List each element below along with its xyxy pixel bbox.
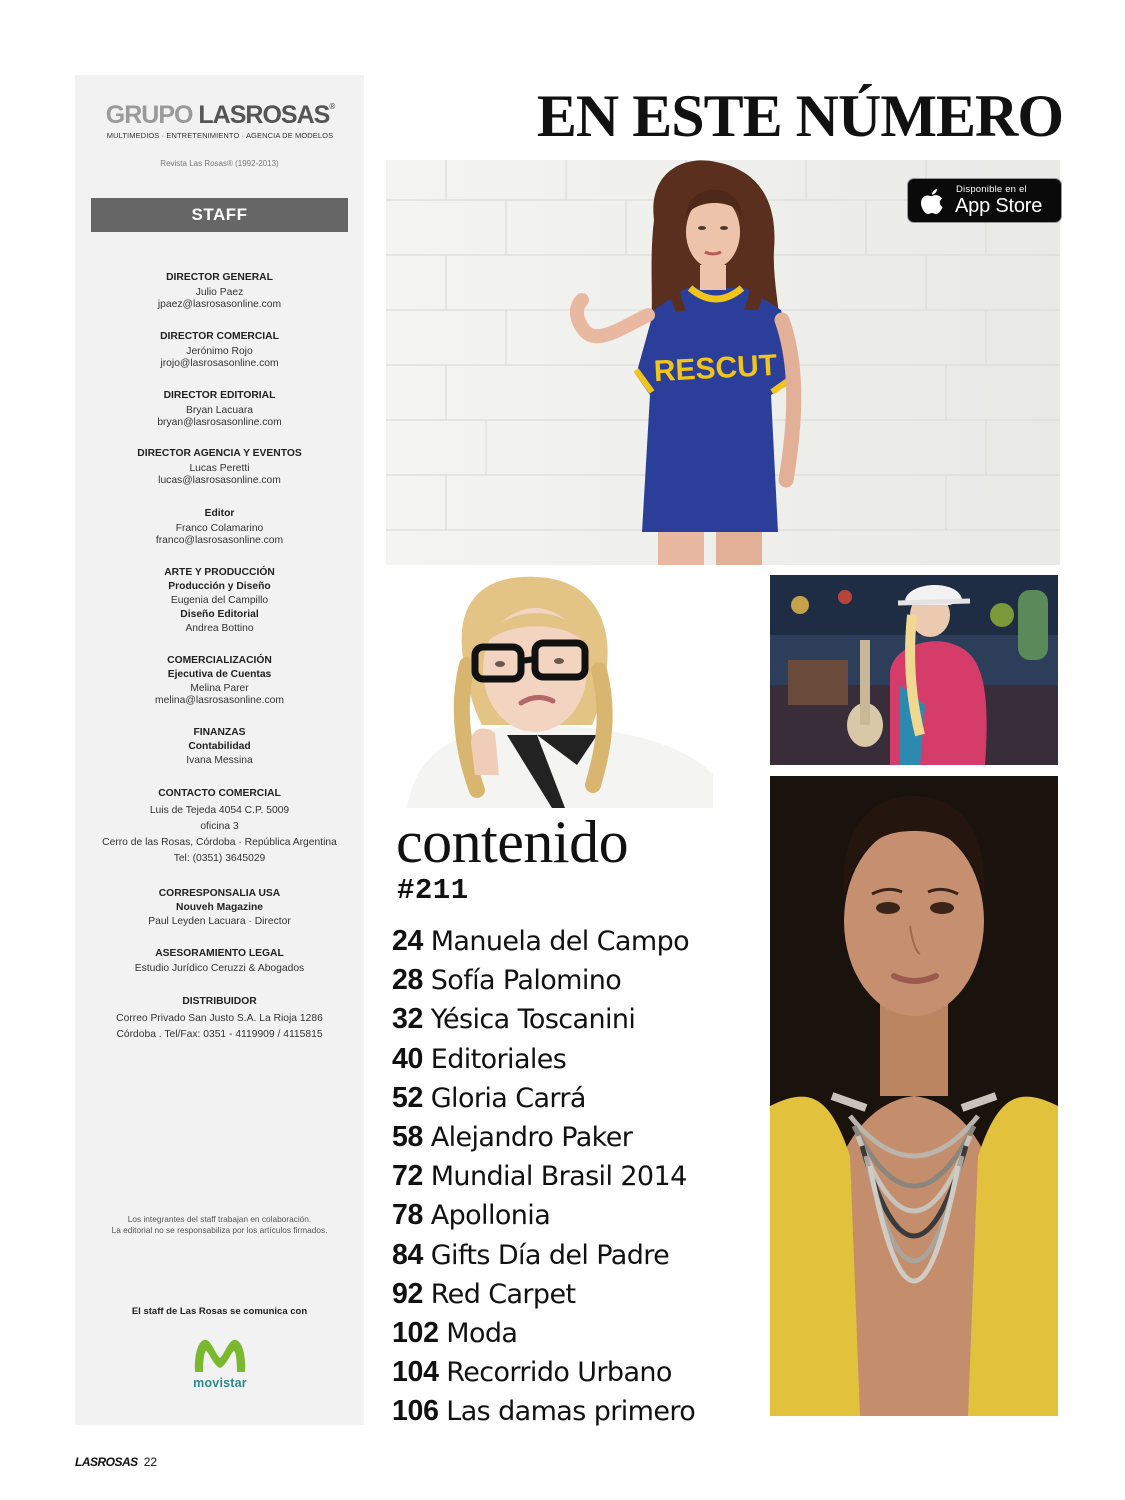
toc-title: Manuela del Campo — [430, 926, 690, 957]
credit-email[interactable]: jpaez@lasrosasonline.com — [157, 298, 282, 310]
toc-item[interactable] — [392, 1118, 695, 1157]
toc-title: Recorrido Urbano — [446, 1357, 672, 1389]
credit-subrole: Ejecutiva de Cuentas — [167, 669, 272, 680]
toc-item[interactable] — [392, 1392, 695, 1431]
credit-role: DIRECTOR COMERCIAL — [160, 331, 279, 342]
credit-line: Paul Leyden Lacuara · Director — [148, 915, 291, 927]
disclaimer-line: Los integrantes del staff trabajan en colaboración. — [127, 1214, 312, 1224]
credit-email[interactable]: franco@lasrosasonline.com — [155, 534, 284, 546]
toc-title: Alejandro Paker — [430, 1122, 633, 1154]
credit-role: CONTACTO COMERCIAL — [158, 787, 281, 799]
shirt-text: RESCUT — [653, 348, 778, 389]
revista-note: Revista Las Rosas® (1992-2013) — [160, 159, 279, 168]
credit-role: ASESORAMIENTO LEGAL — [155, 948, 284, 959]
staff-heading: STAFF — [91, 198, 348, 232]
toc-item[interactable] — [392, 1157, 695, 1196]
credit-role: FINANZAS — [193, 727, 246, 738]
credit-finanzas — [75, 726, 364, 767]
toc-item[interactable] — [392, 961, 695, 1000]
credit-director-agencia — [75, 447, 364, 486]
credit-role: ARTE Y PRODUCCIÓN — [164, 567, 275, 578]
credit-subrole: Diseño Editorial — [180, 608, 259, 620]
credit-subrole: Nouveh Magazine — [176, 901, 263, 913]
staff-credits — [75, 271, 364, 1063]
credit-role: DIRECTOR GENERAL — [166, 272, 273, 283]
credit-line: Lucas Peretti — [189, 463, 250, 474]
credit-line: Cerro de las Rosas, Córdoba · República Argentina — [102, 836, 337, 848]
toc-title: Sofía Palomino — [430, 965, 622, 997]
toc-page-number: 104 — [392, 1356, 439, 1389]
credit-role: Editor — [204, 508, 235, 519]
toc-page-number: 52 — [392, 1081, 424, 1114]
page-folio — [75, 1455, 157, 1469]
toc-title: Gifts Día del Padre — [430, 1239, 670, 1271]
grupo-lasrosas-logo — [89, 103, 351, 140]
toc-page-number: 106 — [392, 1395, 439, 1428]
toc-page-number: 102 — [392, 1317, 439, 1350]
credit-line: oficina 3 — [200, 820, 239, 832]
credit-director-editorial — [75, 389, 364, 428]
apple-icon — [917, 184, 947, 216]
movistar-m-icon — [185, 1332, 255, 1378]
credit-subrole: Producción y Diseño — [168, 581, 271, 592]
credit-line: Córdoba . Tel/Fax: 0351 - 4119909 / 4115815 — [116, 1028, 323, 1040]
logo-tagline: MULTIMEDIOS · ENTRETENIMIENTO · AGENCIA DE MODELOS — [106, 131, 334, 140]
logo-registered-mark: ® — [329, 102, 335, 111]
credit-subrole: Contabilidad — [188, 741, 251, 752]
credit-director-comercial — [75, 330, 364, 369]
portrait-model-photo — [770, 776, 1058, 1416]
credit-email[interactable]: lucas@lasrosasonline.com — [158, 474, 281, 486]
hat-model-photo — [770, 575, 1058, 765]
disclaimer-line: La editorial no se responsabiliza por los artículos firmados. — [111, 1225, 328, 1235]
toc-page-number: 28 — [392, 964, 424, 997]
credit-role: DIRECTOR AGENCIA Y EVENTOS — [137, 448, 302, 459]
toc-page-number: 24 — [392, 925, 424, 957]
app-store-small-label: Disponible en el — [956, 184, 1027, 195]
toc-item[interactable] — [392, 1236, 695, 1275]
staff-disclaimer — [75, 1214, 364, 1236]
credit-director-general — [75, 271, 364, 310]
toc-page-number: 72 — [392, 1160, 424, 1193]
credit-comercializacion — [75, 654, 364, 706]
movistar-wordmark: movistar — [193, 1376, 247, 1390]
toc-item[interactable] — [392, 1040, 695, 1079]
folio-page-number: 22 — [143, 1455, 158, 1469]
credit-line: Franco Colamarino — [175, 523, 264, 534]
toc-item[interactable] — [392, 1275, 695, 1314]
toc-title: Editoriales — [430, 1043, 567, 1075]
credit-editor — [75, 507, 364, 546]
toc-item[interactable] — [392, 1196, 695, 1235]
toc-title: Apollonia — [430, 1200, 551, 1232]
toc-page-number: 58 — [392, 1121, 424, 1154]
credit-line: Ivana Messina — [186, 755, 253, 766]
credit-role: DIRECTOR EDITORIAL — [163, 390, 276, 401]
movistar-logo — [185, 1332, 255, 1392]
credit-role: DISTRIBUIDOR — [182, 995, 257, 1007]
credit-contacto-comercial — [75, 787, 364, 867]
comunica-text: El staff de Las Rosas se comunica con — [131, 1306, 308, 1317]
toc-item[interactable] — [392, 1079, 695, 1118]
app-store-badge[interactable] — [907, 178, 1062, 223]
credit-corresponsalia-usa — [75, 887, 364, 928]
glasses-model-photo — [387, 575, 713, 808]
credit-phone: Tel: (0351) 3645029 — [173, 852, 266, 864]
toc-item[interactable] — [392, 922, 695, 961]
credit-line: Andrea Bottino — [185, 622, 254, 634]
credit-line: Luis de Tejeda 4054 C.P. 5009 — [149, 804, 290, 816]
folio-brand: LASROSAS — [75, 1455, 138, 1469]
toc-title: Yésica Toscanini — [430, 1004, 636, 1036]
toc-page-number: 32 — [392, 1003, 424, 1036]
credit-arte-produccion — [75, 566, 364, 634]
toc-title: Gloria Carrá — [430, 1082, 586, 1114]
credit-role: COMERCIALIZACIÓN — [167, 655, 272, 666]
credit-line: Melina Parer — [190, 683, 249, 694]
credit-line: Estudio Jurídico Ceruzzi & Abogados — [134, 963, 305, 974]
logo-word-grupo: GRUPO — [105, 101, 193, 129]
toc-title: Red Carpet — [430, 1278, 576, 1310]
credit-distribuidor — [75, 995, 364, 1043]
logo-word-lasrosas: LASROSAS — [198, 101, 330, 129]
page-title: EN ESTE NÚMERO — [536, 83, 1063, 149]
toc-title: Las damas primero — [446, 1396, 696, 1428]
toc-page-number: 84 — [392, 1238, 424, 1271]
table-of-contents — [392, 922, 695, 1432]
toc-item[interactable] — [392, 1000, 695, 1039]
issue-number: #211 — [397, 874, 469, 907]
credit-asesoramiento-legal — [75, 947, 364, 975]
credit-line: Bryan Lacuara — [186, 405, 253, 416]
toc-item[interactable] — [392, 1353, 695, 1392]
toc-page-number: 40 — [392, 1042, 424, 1075]
credit-line: Eugenia del Campillo — [170, 595, 269, 606]
contents-heading: contenido — [396, 809, 629, 875]
credit-email[interactable]: bryan@lasrosasonline.com — [157, 416, 282, 428]
credit-line: Jerónimo Rojo — [186, 346, 253, 357]
toc-page-number: 92 — [392, 1277, 424, 1310]
credit-line: Julio Paez — [195, 287, 244, 298]
credit-role: CORRESPONSALIA USA — [158, 887, 281, 899]
toc-item[interactable] — [392, 1314, 695, 1353]
staff-sidebar — [75, 75, 364, 1425]
credit-email[interactable]: melina@lasrosasonline.com — [155, 694, 284, 706]
toc-page-number: 78 — [392, 1199, 424, 1232]
toc-title: Mundial Brasil 2014 — [430, 1161, 687, 1193]
credit-email[interactable]: jrojo@lasrosasonline.com — [160, 357, 279, 369]
credit-line: Correo Privado San Justo S.A. La Rioja 1286 — [116, 1012, 323, 1024]
toc-title: Moda — [446, 1318, 518, 1350]
app-store-label: App Store — [955, 195, 1043, 217]
